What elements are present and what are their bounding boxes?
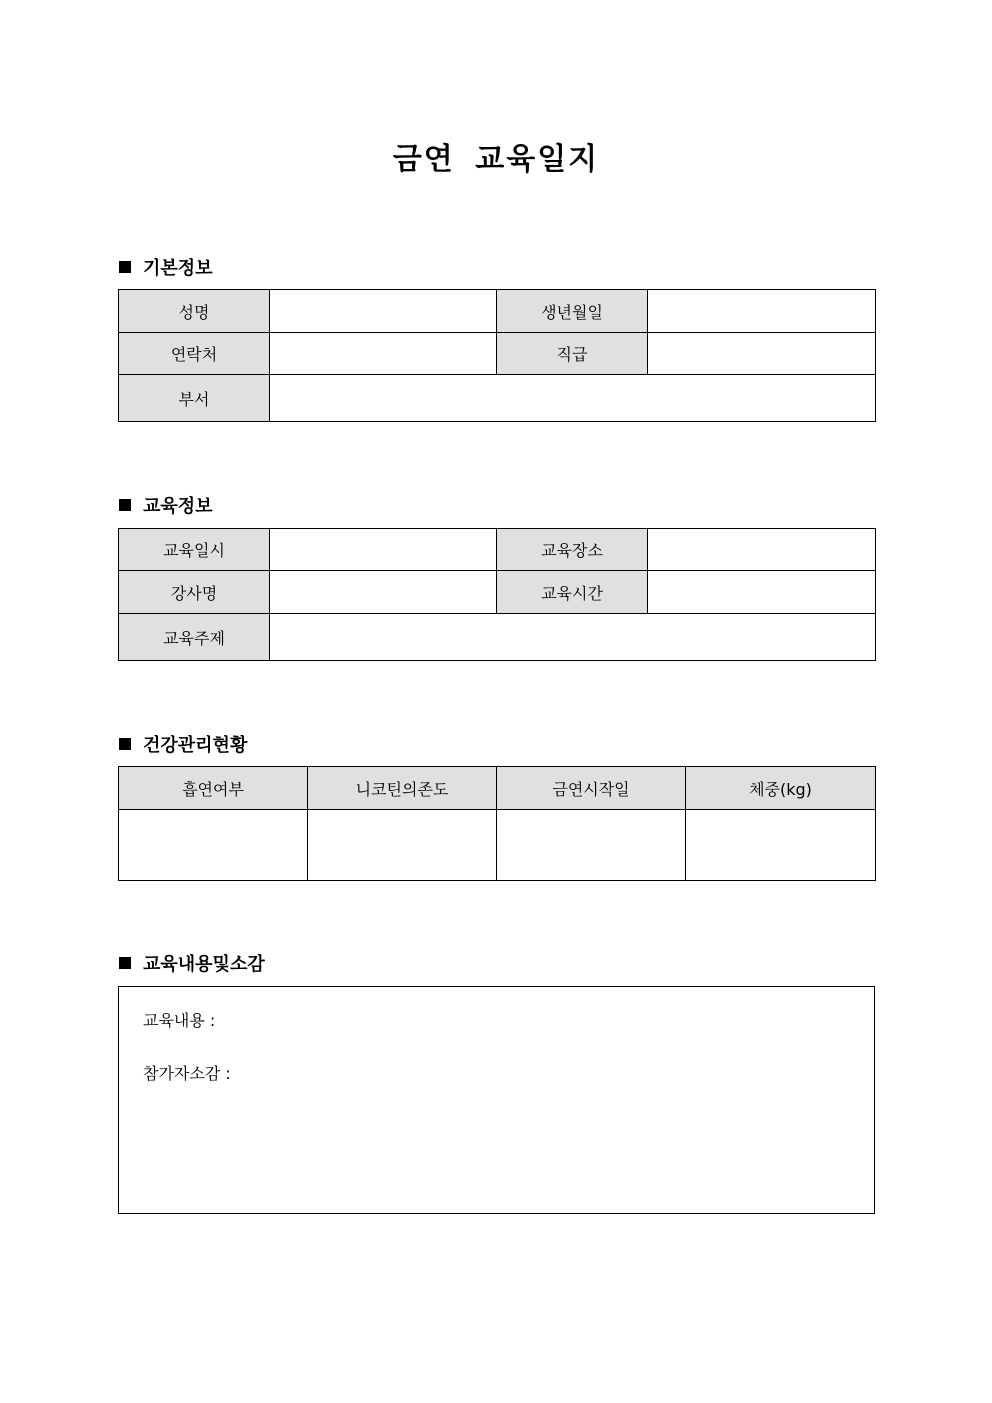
- position-field[interactable]: [648, 333, 876, 375]
- birth-field[interactable]: [648, 290, 876, 333]
- health-col-smoking: 흡연여부: [119, 767, 308, 810]
- instructor-field[interactable]: [270, 571, 497, 614]
- health-col-quit-date: 금연시작일: [497, 767, 686, 810]
- position-label: 직급: [497, 333, 648, 375]
- edu-place-field[interactable]: [648, 529, 876, 571]
- notes-box[interactable]: [118, 986, 875, 1214]
- section-basic-info-heading: [119, 254, 213, 280]
- bullet-square-icon: [119, 261, 131, 273]
- section-health-heading: [119, 731, 247, 757]
- impression-label: 참가자소감 :: [143, 1064, 231, 1083]
- page-title: 금연 교육일지: [392, 142, 600, 177]
- smoking-field[interactable]: [119, 810, 308, 881]
- edu-date-label: 교육일시: [119, 529, 270, 571]
- edu-time-field[interactable]: [648, 571, 876, 614]
- health-table: [118, 766, 876, 881]
- edu-topic-label: 교육주제: [119, 614, 270, 661]
- name-label: 성명: [119, 290, 270, 333]
- edu-topic-field[interactable]: [270, 614, 876, 661]
- nicotine-field[interactable]: [308, 810, 497, 881]
- basic-info-table: [118, 289, 876, 422]
- contact-field[interactable]: [270, 333, 497, 375]
- section-notes-heading: [119, 950, 265, 976]
- bullet-square-icon: [119, 957, 131, 969]
- health-col-nicotine: 니코틴의존도: [308, 767, 497, 810]
- edu-time-label: 교육시간: [497, 571, 648, 614]
- dept-label: 부서: [119, 375, 270, 422]
- instructor-label: 강사명: [119, 571, 270, 614]
- section-label: 교육정보: [143, 496, 213, 517]
- section-edu-info-heading: [119, 492, 213, 518]
- section-label: 교육내용및소감: [143, 954, 265, 975]
- section-label: 기본정보: [143, 258, 213, 279]
- quit-date-field[interactable]: [497, 810, 686, 881]
- name-field[interactable]: [270, 290, 497, 333]
- edu-date-field[interactable]: [270, 529, 497, 571]
- edu-info-table: [118, 528, 876, 661]
- birth-label: 생년월일: [497, 290, 648, 333]
- content-label: 교육내용 :: [143, 1011, 216, 1030]
- dept-field[interactable]: [270, 375, 876, 422]
- health-col-weight: 체중(kg): [686, 767, 876, 810]
- bullet-square-icon: [119, 738, 131, 750]
- weight-field[interactable]: [686, 810, 876, 881]
- bullet-square-icon: [119, 499, 131, 511]
- contact-label: 연락처: [119, 333, 270, 375]
- section-label: 건강관리현황: [143, 735, 248, 756]
- edu-place-label: 교육장소: [497, 529, 648, 571]
